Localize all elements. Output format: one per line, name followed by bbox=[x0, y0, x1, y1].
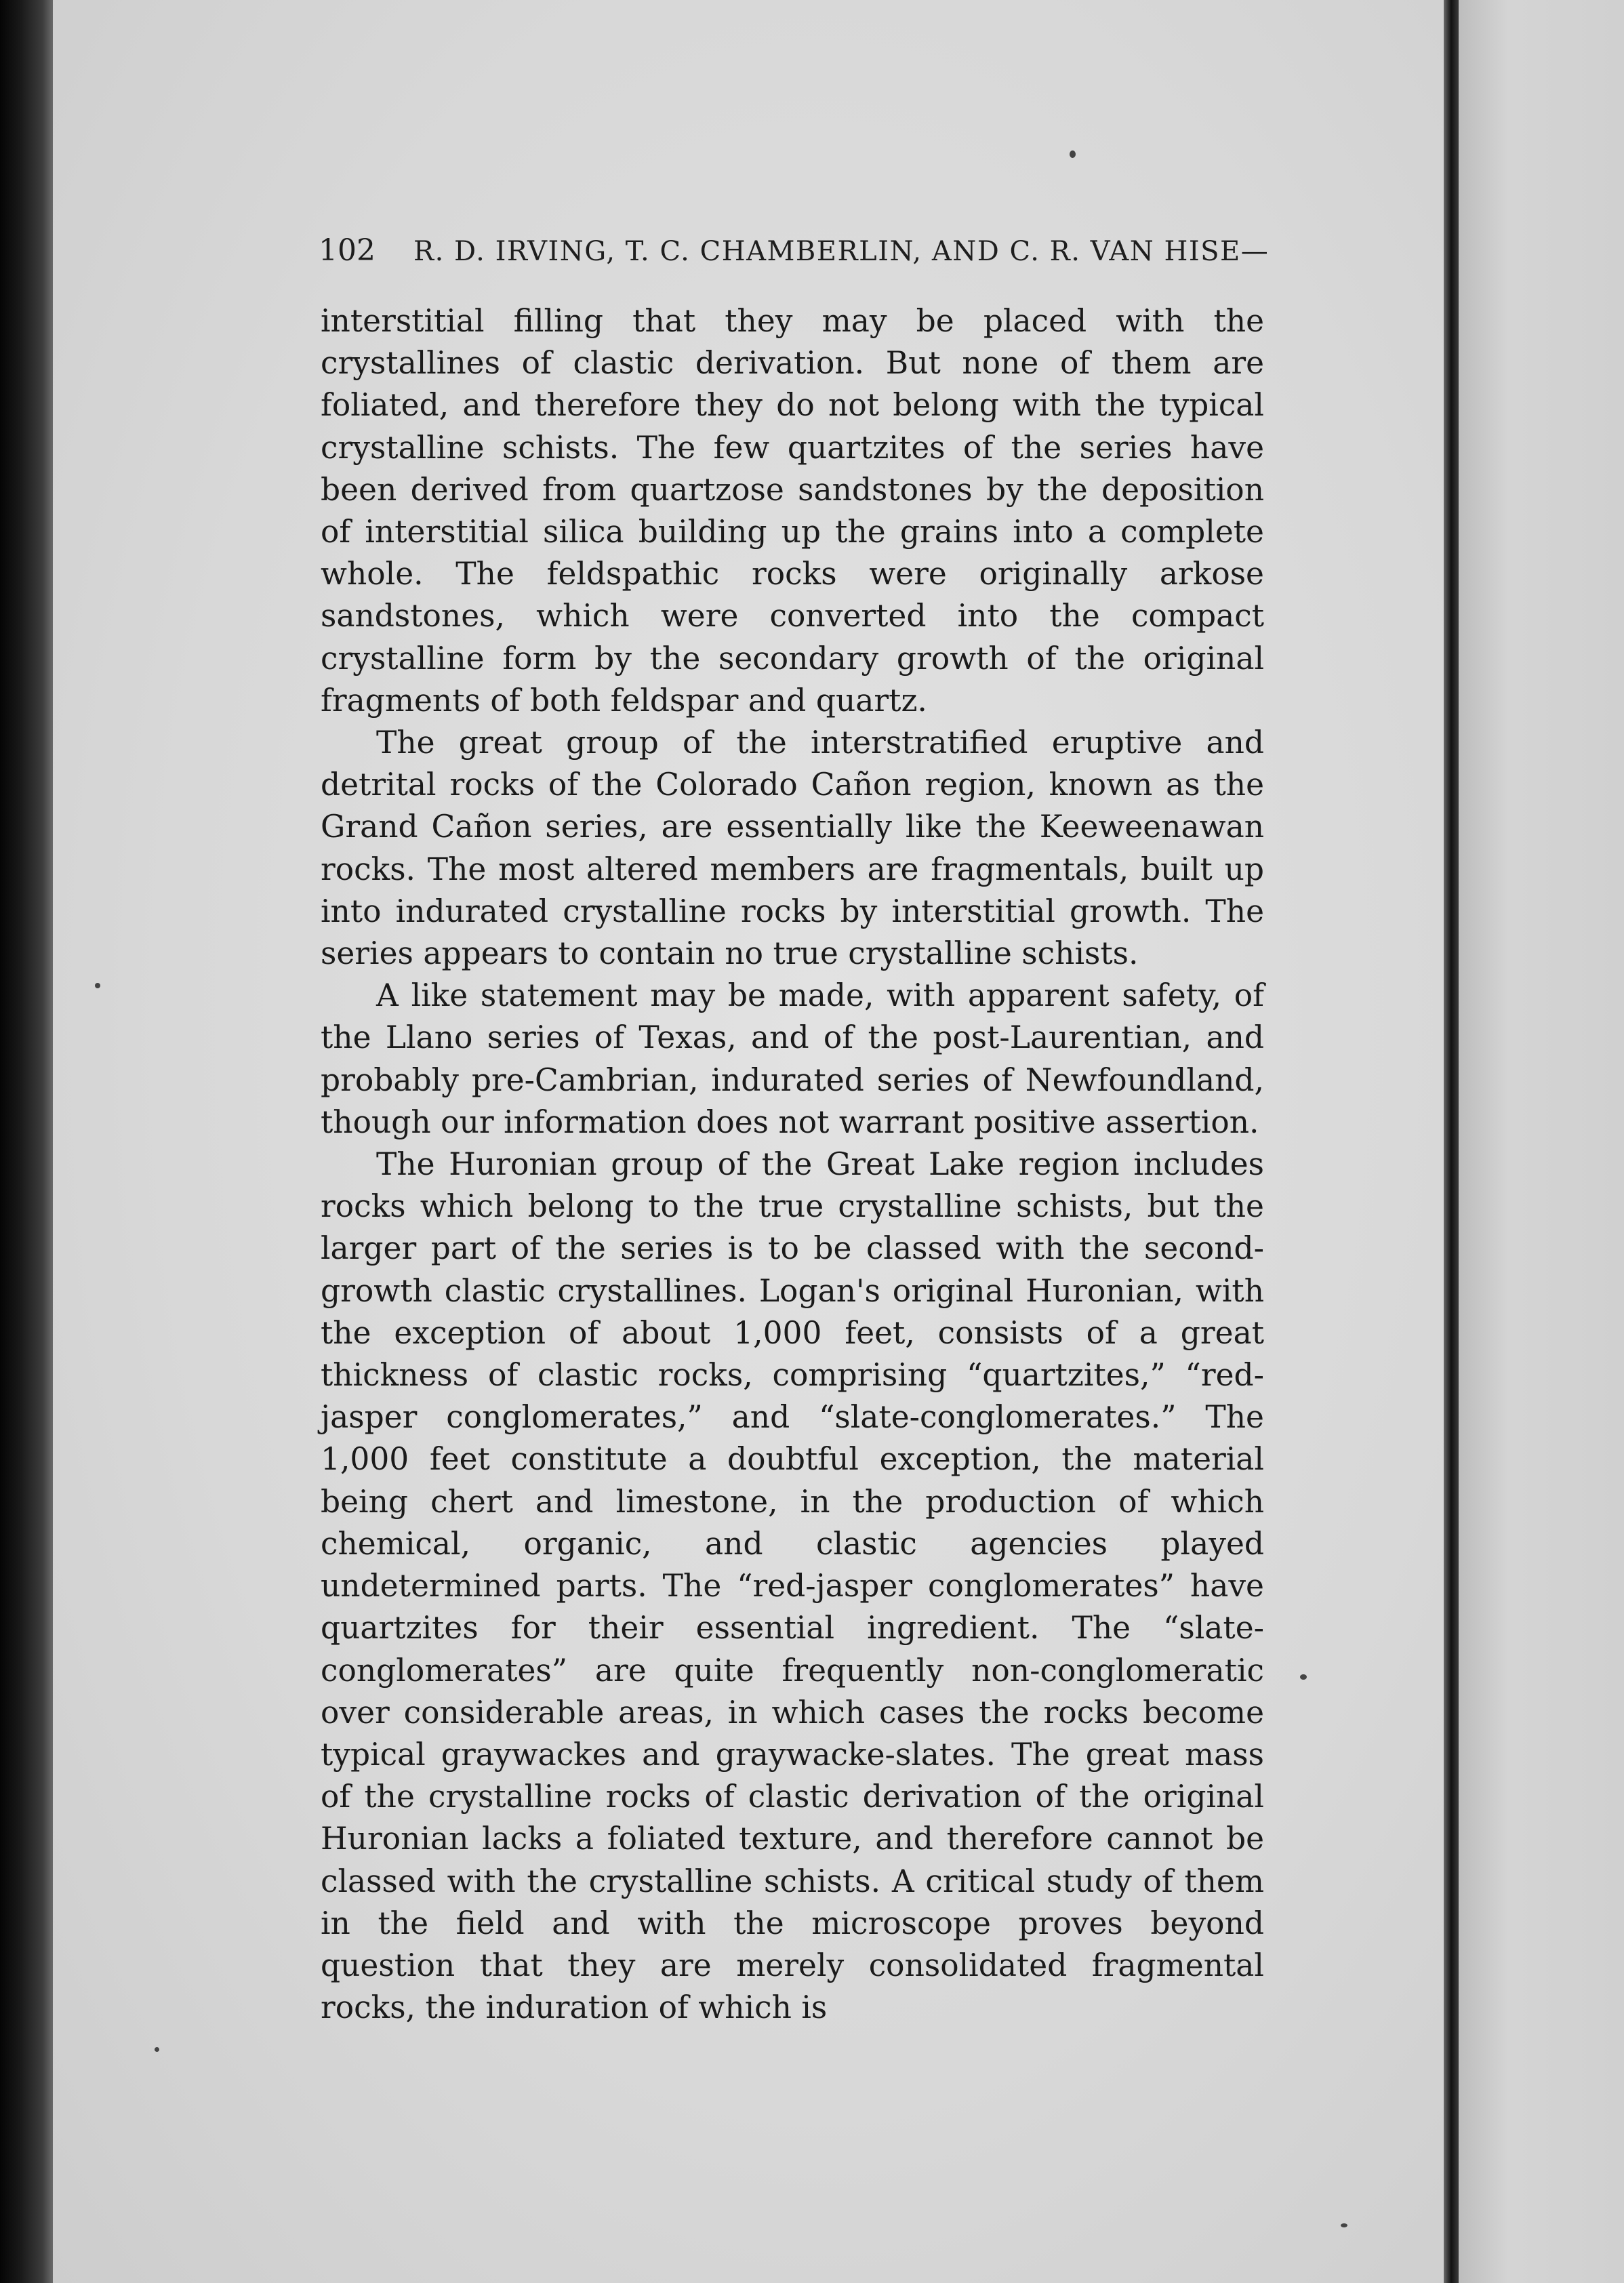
dust-speck bbox=[1341, 2223, 1347, 2227]
book-binding-edge bbox=[0, 0, 53, 2283]
body-text bbox=[321, 300, 1264, 2029]
dust-speck bbox=[1300, 1674, 1307, 1680]
page-header bbox=[319, 233, 1270, 281]
dust-speck bbox=[155, 2047, 159, 2052]
paragraph-huronian: The Huronian group of the Great Lake region includes rocks which belong to the true crystalline schists, but the larger part of the series is to be classed with the second-growth clastic crystallines. Logan's original Huronian, with the exception of about 1,000 feet, consists of a great thickness of clastic rocks, comprising “quartzites,” “red-jasper conglomerates,” and “slate-conglomerates.” The 1,000 feet constitute a doubtful exception, the material being chert and limestone, in the production of which chemical, organic, and clastic agencies played undetermined parts. The “red-jasper conglomerates” have quartzites for their essential ingredient. The “slate-conglomerates” are quite frequently non-conglomeratic over considerable areas, in which cases the rocks become typical graywackes and graywacke-slates. The great mass of the crystalline rocks of clastic derivation of the original Huronian lacks a foliated texture, and therefore cannot be classed with the crystalline schists. A critical study of them in the field and with the microscope proves beyond question that they are merely consolidated fragmental rocks, the induration of which is bbox=[321, 1146, 1264, 2026]
paragraph-llano-series: A like statement may be made, with apparent safety, of the Llano series of Texas, and of the post-Laurentian, and probably pre-Cambrian, indurated series of Newfoundland, though our information does not warrant positive assertion. bbox=[321, 977, 1264, 1140]
dust-speck bbox=[1070, 150, 1076, 158]
paragraph-grand-canon: The great group of the interstratified eruptive and detrital rocks of the Colorado Cañon region, known as the Grand Cañon series, are essentially like the Keeweenawan rocks. The most altered members are fragmentals, built up into indurated crystalline rocks by interstitial growth. The series appears to contain no true crystalline schists. bbox=[321, 725, 1264, 972]
dust-speck bbox=[95, 983, 100, 988]
paragraph-continued: interstitial filling that they may be placed with the crystallines of clastic derivation. But none of them are foliated, and therefore they do not belong with the typical crystalline schists. The few quartzites of the series have been derived from quartzose sandstones by the deposition of interstitial silica building up the grains into a complete whole. The feldspathic rocks were originally arkose sandstones, which were converted into the compact crystalline form by the secondary growth of the original fragments of both feldspar and quartz. bbox=[321, 303, 1264, 719]
page-gutter bbox=[1444, 0, 1459, 2283]
running-head: R. D. IRVING, T. C. CHAMBERLIN, AND C. R. VAN HISE— bbox=[413, 236, 1270, 267]
page-number: 102 bbox=[319, 233, 375, 268]
facing-page-edge bbox=[1459, 0, 1624, 2283]
